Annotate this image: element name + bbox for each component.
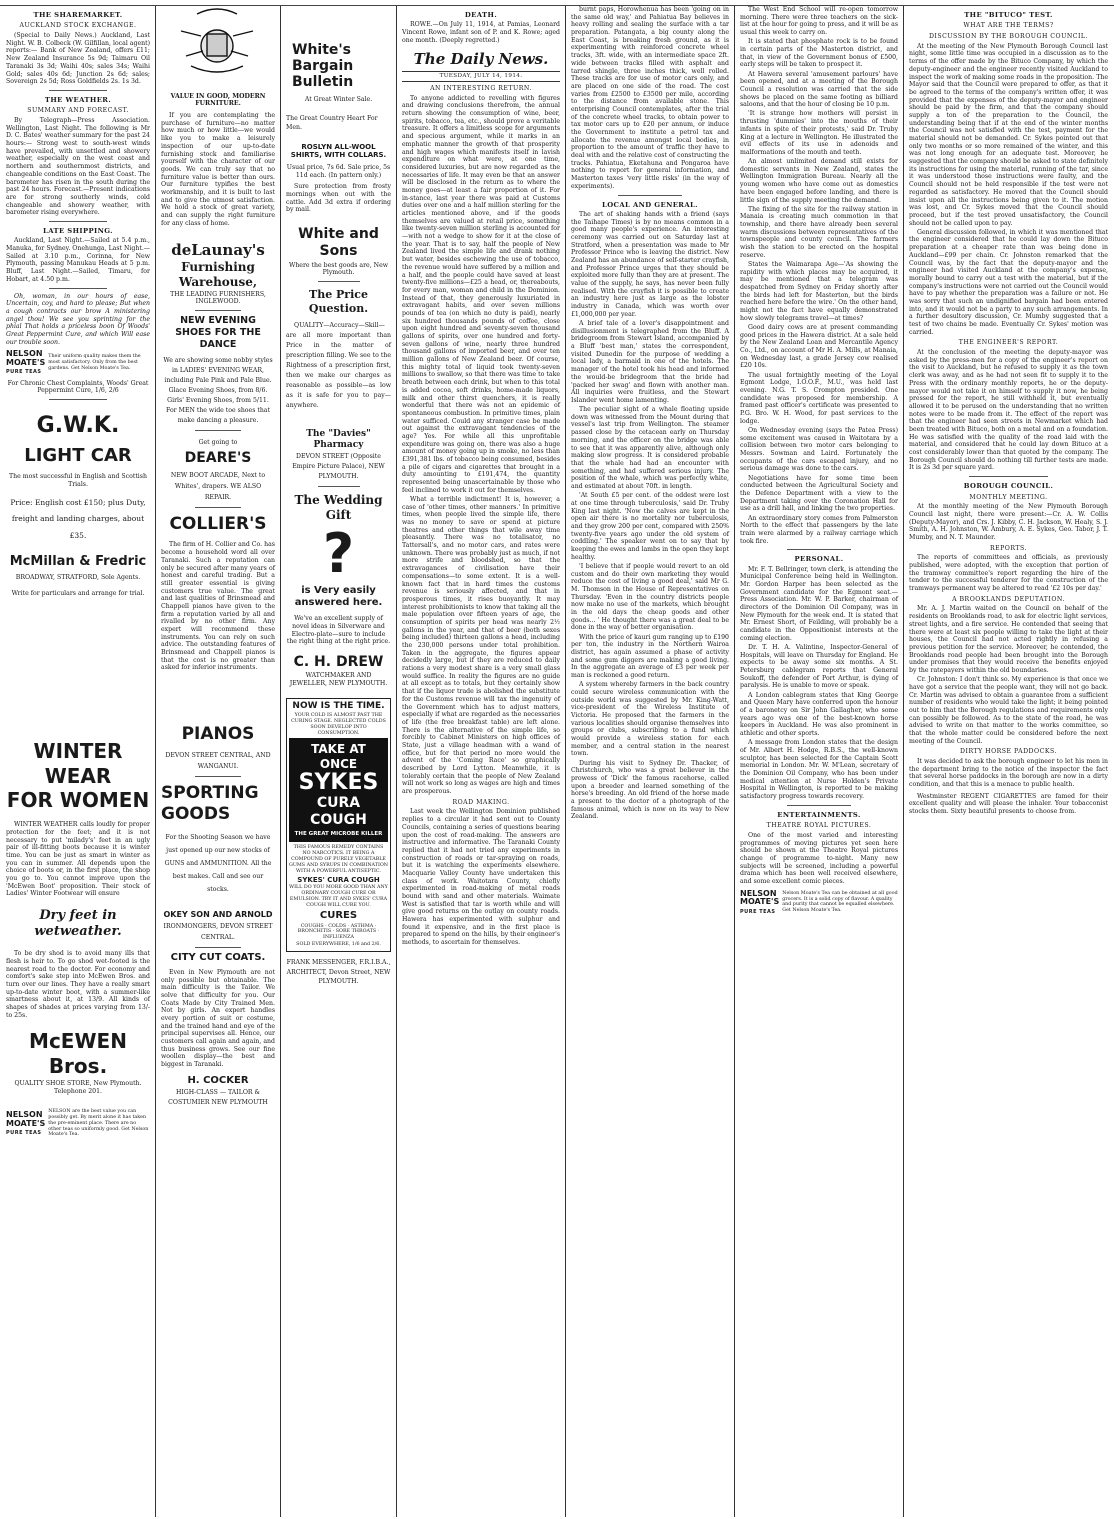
- column-rule: [903, 6, 904, 1517]
- news-item-3: 'It is strange how mothers will persist in thrusting 'dummies' into the mouths of their infants in spite of their protests,' said Dr. Truby King at a lecture in Wellington. He illustrated the evil effects of its use in adenoids and malformations of the mouth and teeth.: [740, 110, 898, 156]
- city-coats-text: Even in New Plymouth are not only possible but obtainable. The main difficulty is the Tailor. We solve that difficulty for you. Our Coats Made by City Trained Men. Not by girls. An expert handles every portion of suit or costume, and the trained hand and eye of the principal supervises all. Hence, our customers call again and again, and thus business grows. See our fine woollen display—the best and biggest in Taranaki.: [161, 968, 275, 1069]
- local-text-8: During his visit to Sydney Dr. Thacker, of Christchurch, who was a great believer in the prowess of 'Dick' the famous racehorse, called upon a breeder and learned something of the horse's breeding. An old friend of the horse made a present to the doctor of a photograph of the famous animal, which is now on its way to New Zealand.: [571, 759, 729, 821]
- column-rule: [280, 6, 281, 1517]
- pianos-title: PIANOS: [181, 723, 255, 744]
- divider: [618, 195, 681, 196]
- weather-subheading: SUMMARY AND FORECAST.: [27, 107, 129, 115]
- column-rule: [155, 6, 156, 1517]
- delaunay-info: THE LEADING FURNISHERS, INGLEWOOD.: [170, 290, 266, 306]
- return-heading: AN INTERESTING RETURN.: [430, 85, 532, 92]
- wedding-title: The Wedding Gift: [294, 492, 383, 522]
- column-rule: [734, 6, 735, 1517]
- now-time-text: YOUR COLD IS ALMOST PAST THE CURING STAGE. NEGLECTED COLDS SOON DEVELOP INTO CONSUMPTION.: [291, 712, 386, 736]
- masthead: The Daily News.: [413, 50, 549, 69]
- sporting-text: For the Shooting Season we have just opened up our new stocks of GUNS and AMMUNITION. All the best makes. Call and see our stocks.: [164, 834, 272, 894]
- bituco-subheading: WHAT ARE THE TERMS?: [963, 22, 1054, 30]
- white-sale-sub: At Great Winter Sale.: [304, 96, 373, 104]
- white-list: The Great Country Heart For Men.: [286, 114, 378, 132]
- mcmillan-address: BROADWAY, STRATFORD, Sole Agents.: [15, 574, 141, 582]
- nelson-moate-ad: [6, 350, 150, 375]
- brooklands-heading: A BROOKLANDS DEPUTATION.: [952, 595, 1065, 603]
- white-bargain-title: White's Bargain Bulletin: [292, 42, 354, 91]
- light-car-title: LIGHT CAR: [24, 445, 132, 467]
- dry-feet-text: To be dry shod is to avoid many ills that flesh is heir to. To go shod wet-footed is the nearest road to the doctor. For economy and comfort's sake step into McEwen Bros. and turn over our lines. They have a really smart up-to-date winter boot, with a summer-like smartness about it, at 13/9. All kinds of shapes of shades at prices varying from 13/- to 25s.: [6, 950, 150, 1019]
- divider: [787, 805, 850, 806]
- monthly-meeting-subheading: MONTHLY MEETING.: [969, 493, 1048, 501]
- evening-shoes-text: We are showing some nobby styles in LADIES' EVENING WEAR, including Pale Pink and Pale Blue. Glace Evening Shoes, from 8/6. Girls' Evening Shoes, from 5/11. For MEN the wide toe shoes that make dancing a pleasure.: [163, 357, 273, 424]
- car-price: Price: English cost £150; plus Duty, freight and landing charges, about £35.: [10, 497, 146, 540]
- roslyn-price: Usual price, 7s 6d. Sale price, 5s 11d each. (In pattern only.): [286, 163, 391, 179]
- roslyn-title: ROSLYN ALL-WOOL SHIRTS, WITH COLLARS.: [290, 142, 387, 160]
- davies-subtitle: DEVON STREET (Opposite Empire Picture Palace), NEW PLYMOUTH.: [292, 452, 385, 480]
- reports-text: The reports of committees and officials, as previously published, were adopted, with the exception that portion of the tramway committee's report regarding the hire of the tender to the successful tenderer for the construction of the tramways permanent way be altered to read '£2 10s per day.': [909, 554, 1108, 593]
- entertainments-heading: ENTERTAINMENTS.: [777, 810, 861, 819]
- furniture-illustration: [161, 6, 273, 88]
- sykes-cura-text: WILL DO YOU MORE GOOD THAN ANY ORDINARY COUGH CURE OR EMULSION. TRY IT AND SYKES' CURA COUGH WILL CURE YOU.: [289, 885, 388, 909]
- mcmillan-title: McMillan & Fredric: [9, 554, 147, 570]
- personal-text-4: A message from London states that the design of Mr. Albert H. Hodge, R.B.S., the well-known sculptor, has been selected for the Captain Scott memorial in London. Mr. W. M'Lean, secretary of the Dominion Oil Company, who has been under medical attention at Nurse Holden's Private Hospital in Wellington, is reported to be making satisfactory progress towards recovery.: [740, 739, 898, 801]
- okey-title: OKEY SON AND ARNOLD: [163, 910, 273, 920]
- local-text-7: A system whereby farmers in the back country could secure wireless communication with the outside world was suggested by Mr. King-Watt, vice-president of the Wireless Institute of Victoria. He proposed that the farmers in the various localities should organise themselves into groups or clubs, subscribing to a fund which would provide a wireless station for each member, and a central station in the nearest town.: [571, 681, 729, 758]
- local-text-6: With the price of kauri gum ranging up to £190 per ton, the industry in the Northern Wairoa district, has again assumed a phase of activity and some gum diggers are making a good living. In the aggregate an average of £3 per week per man is reckoned a good return.: [571, 633, 729, 679]
- death-heading: DEATH.: [464, 11, 498, 19]
- personal-text: Mr. F. T. Bellringer, town clerk, is attending the Municipal Conference being held in Wellington. Mr. Gordon Harper has been selected as the Government candidate for the Egmont seat.—Press Association. Mr. W. P. Barker, chairman of directors of the Dominion Oil Company, was in New Plymouth for the week end. It is stated that Mr. Ernest Short, of Feilding, will probably be a candidate in the Oppositionist interests at the coming election.: [740, 565, 898, 642]
- dry-feet-title: Dry feet in wetweather.: [34, 908, 122, 940]
- column-6: [736, 6, 902, 1517]
- sykes-cura-title: SYKES' CURA COUGH: [297, 875, 380, 884]
- davies-title: The "Davies" Pharmacy: [306, 428, 371, 450]
- pianos-subtitle: DEVON STREET CENTRAL, AND WANGANUI.: [165, 751, 271, 770]
- school-text: The West End School will re-open tomorrow morning. There were three teachers on the sick-list at the hour for going to press, and it will be as usual this week to carry on.: [740, 6, 898, 37]
- column-7: [905, 6, 1112, 1517]
- nelson-moate-logo: NELSON MOATE'S PURE TEAS: [6, 1110, 46, 1137]
- borough-council-heading: BOROUGH COUNCIL.: [963, 482, 1054, 491]
- messenger-ad: FRANK MESSENGER, F.R.I.B.A., ARCHITECT, Devon Street, NEW PLYMOUTH.: [286, 959, 391, 985]
- cures-list: COUGHS · COLDS · ASTHMA · BRONCHITIS · SORE THROATS · INFLUENZA: [297, 923, 380, 941]
- furniture-caption: VALUE IN GOOD, MODERN FURNITURE.: [170, 92, 266, 108]
- sykes-ad: [286, 698, 391, 953]
- news-item-6: States the Waimarapa Age—'As showing the rapidity with which places may be acquired, it may be mentioned that a telegram was despatched from Sydney on Friday shortly after the birds had left for Masterton, but the birds reached here before the wire.' On the other hand, might not the fact have equally demonstrated how slowly telegrams travel—at times?: [740, 261, 898, 322]
- nelson-moate-tagline-2: NELSON are the best value you can possibly get. By merit alone it has taken the pre-eminent place. There are no other teas so uniformly good. Get Nelson Moate's Tea.: [48, 1109, 149, 1138]
- winter-text: WINTER WEATHER calls loudly for proper protection for the feet; and it is not necessary to put 'milady's' feet in an ugly pair of ill-fitting boots because it is winter time. You can be just as smart in winter as you can in summer. All depends upon the choice of boots or, in the first place, the shop you go to. You cannot improve upon the 'McEwen Boot' proposition. Their stock of Ladies' Winter Footwear will ensure: [6, 821, 150, 898]
- column-rule: [396, 6, 397, 1517]
- delaunay-subtitle: Furnishing Warehouse,: [178, 259, 258, 289]
- regent-cigarettes-ad: Westminster REGENT CIGARETTES are famed for their excellent quality and will please the inhaler. Your tobacconist stocks them. Sixty beautiful presents to choose from.: [909, 792, 1108, 816]
- engineer-report-heading: THE ENGINEER'S REPORT.: [958, 339, 1059, 347]
- white-sons-title: White and Sons: [298, 226, 379, 260]
- cures-title: CURES: [319, 910, 358, 922]
- news-item-4: An almost unlimited demand still exists for domestic servants in New Zealand, states the Wellington Immigration Bureau. Nearly all the young women who have come out as domestics have been engaged before landing, and there is little sign of the supply meeting the demand.: [740, 158, 898, 204]
- colliers-title: COLLIER'S: [169, 514, 267, 535]
- news-item-11: An extraordinary story comes from Palmerston North to the effect that passengers by the late train were alarmed by a railway carriage which took fire.: [740, 514, 898, 545]
- wedding-answer: is Very easily answered here.: [294, 584, 383, 608]
- divider: [318, 486, 360, 487]
- nelson-moate-logo: NELSON MOATE'S PURE TEAS: [740, 888, 780, 915]
- theatre-royal-subheading: THEATRE ROYAL PICTURES.: [766, 822, 872, 830]
- issue-date: TUESDAY, JULY 14, 1914.: [402, 71, 560, 82]
- news-item-7: Good dairy cows are at present commanding good prices in the Hawera district. At a sale held by the New Zealand Loan and Mercantile Agency Co., Ltd., on account of Mr H. A. Mills, at Manaia, on Wednesday last, a grade Jersey cow realised £20 10s.: [740, 324, 898, 370]
- cocker-title: H. COCKER: [187, 1074, 249, 1086]
- news-item-1: It is stated that phosphate rock is to be found in certain parts of the Masterton district, and that, in view of the Government bonus of £500, early steps will be taken to prospect it.: [740, 38, 898, 69]
- dirty-paddocks-heading: DIRTY HORSE PADDOCKS.: [960, 748, 1057, 756]
- local-text-2: A brief tale of a lover's disappointment and disillusionment is telegraphed from the Bluff. A bridegroom from Stewart Island, accompanied by a Bluff 'best man,' states the correspondent, visited Dunedin for the purpose of wedding a local lady, a barmaid in one of the hotels. The manager of the hotel took his head and informed the would-be bridegroom that the bride had 'packed her swag' and flown with another man. All inquiries were fruitless, and the Stewart Islander went home lamenting.: [571, 320, 729, 404]
- mcmillan-write: Write for particulars and arrange for trial.: [11, 590, 145, 598]
- for-women-title: FOR WOMEN: [6, 788, 150, 813]
- brooklands-text-2: Cr. Johnston: I don't think so. My experience is that once we have got a service that the people want, they will not go back. Cr. Martin was advised to obtain a guarantee from a sufficient number of residents who would take the light; it being pointed out to him that the Borough regulations and requirements only can possibly be followed. As to the state of the road, he was advised to write on that matter to the works committee, so that the whole matter could be considered before the next meeting of the Council.: [909, 676, 1108, 745]
- bituco-text-2: General discussion followed, in which it was mentioned that the engineer considered that he could lay down the Bituco preparation at a cheaper rate than was being done in Auckland—£99 per chain. Cr. Johnston remarked that the Council was, by the fact that the deputy-mayor and the engineer had visited Auckland at the company's expense, morally bound to carry out a test with the material, but if the company's instructions were not carried out the Council would have to pay whether the preparation was a failure or not. He was sorry that such an undignified bargain had been entered into, and it would not be a party to any such arrangements. In a further desultory discussion, Cr. Mumby suggested that a test of two chains be made. Eventually Cr. Sykes' motion was carried.: [909, 228, 1108, 336]
- now-time-title: NOW IS THE TIME.: [292, 700, 385, 711]
- bituco-heading: THE "BITUCO" TEST.: [964, 11, 1053, 19]
- column-3: [282, 6, 395, 1517]
- news-item-9: On Wednesday evening (says the Patea Press) some excitement was caused in Waitotara by a collision between two motor cars belonging to Messrs. Sowman and Laird. Fortunately the occupants of the cars escaped injury, and no serious damage was done to the cars.: [740, 426, 898, 473]
- shipping-text: Auckland, Last Night.—Sailed at 5.4 p.m., Manuka, for Sydney. Onehunga, Last Night.—Sailed at 3.10 p.m., Corinna, for New Plymouth, passing Manukau Heads at 5 p.m. Bluff, Last Night.—Sailed, Timaru, for Hobart, at 4.50 p.m.: [6, 237, 150, 283]
- bituco-subheading-2: DISCUSSION BY THE BOROUGH COUNCIL.: [928, 33, 1089, 41]
- spacer: [6, 599, 150, 739]
- question-mark-icon: ?: [322, 521, 355, 585]
- column-5: [567, 6, 733, 1517]
- okey-subtitle: IRONMONGERS, DEVON STREET CENTRAL.: [163, 923, 273, 942]
- colliers-text: The firm of H. Collier and Co. has become a household word all over Taranaki. Such a reputation can only be secured after many years of honest and careful trading. But a still greater essential is giving customers true value. The great and last qualities of Brinsmead and Chappell pianos have given to the firm a reputation varied by all and rivalled by no other firm. Any expert will recommend these instruments. You can rely on such advice. The outstanding features of Brinsmead and Chappell pianos is that the cost is no greater than asked for inferior instruments.: [161, 541, 275, 672]
- cocker-subtitle: HIGH-CLASS — TAILOR & COSTUMIER NEW PLYMOUTH: [168, 1089, 268, 1107]
- divider: [195, 507, 241, 508]
- local-text-3: The peculiar sight of a whale floating upside down was witnessed from the Mount during that vessel's last trip from Wellington. The steamer passed close by the cetacean early on Thursday morning, and the officer on the bridge was able to see that it was apparently alive, although only making slow progress. It is considered probable that the whale had had an encounter with something, and had suffered serious injury. The position of the whale, which was perfectly white, and estimated at about 70ft. in length.: [571, 406, 729, 490]
- sharemarket-heading: THE SHAREMARKET.: [33, 11, 123, 19]
- bituco-text: At the meeting of the New Plymouth Borough Council last night, some little time was occupied in a discussion as to the terms of the offer made by the Bituco Company, by which the deputy-engineer and the engineer recently visited Auckland to inspect the work of making some roads in the proposition. The Mayor said that the Council were prepared to offer, as that it be agreed to the terms of the company's written offer, it was provided that the expenses of the deputy-mayor and engineer should be paid by the firm, and that the company should supply a ton of the preparation to the Council, the understanding being that if at the end of the winter months the Council was not satisfied with the test, payment for the material should not be demanded. Cr. Sykes pointed out that only two months or so more remained of the winter, and this was not long enough for an adequate test. Moreover, he suggested that the company should be asked to state definitely its instructions for using the material, running of the tar, since it was understood those instructions were faulty, and the Council should not be held responsible if the test were not regarded as satisfactory. He moved that the Council should insist upon all the instructions being given to it. The motion was lost, and Cr. Sykes moved that the Council should proceed, but if the test proved unsatisfactory, the Council should not be called upon to pay.: [909, 42, 1108, 227]
- sharemarket-text: (Special to Daily News.) Auckland, Last Night. W. B. Colbeck (W. Gilfillan, local agent) reports:— Bank of New Zealand, offers £11; New Zealand Insurance 5s 9d; Taimaru Oil Taranaki 3s 3d; Waihi 40s; sales 34s; Waihi Gold; sales 40s 6d; Junction 2s 6d; sales; Sovereign 2s 5d; Ross Goldfields 2s. 1s 3d.: [6, 32, 150, 86]
- mcewen-title: McEWEN Bros.: [29, 1029, 127, 1079]
- divider: [787, 549, 850, 550]
- dirty-paddocks-text: It was decided to ask the borough engineer to let his men in the department bring to the notice of the inspector the fact that several horse paddocks in the borough are now in a dirty condition, and that this is a menace to public health.: [909, 758, 1108, 789]
- stock-exchange-subheading: AUCKLAND STOCK EXCHANGE.: [19, 22, 137, 30]
- nelson-moate-ad-3: [740, 890, 898, 915]
- column-2: [157, 6, 279, 1517]
- wedding-text: We've an excellent supply of novel ideas in Silverware and Electro-plate—sure to include the right thing at the right price.: [286, 615, 391, 646]
- evening-shoes-title: NEW EVENING SHOES FOR THE DANCE: [175, 315, 261, 350]
- divider: [318, 281, 360, 282]
- divider: [49, 399, 107, 400]
- divider: [195, 430, 241, 431]
- white-sons-subtitle: Where the best goods are, New Plymouth.: [288, 261, 389, 277]
- deare-pre: Get going to: [198, 438, 238, 446]
- divider: [195, 310, 241, 311]
- sporting-title: SPORTING GOODS: [161, 783, 259, 825]
- weather-text: By Telegraph—Press Association. Wellington, Last Night. The following is Mr D. C. Bates' weather summary for the past 24 hours:— Strong west to south-west winds have prevailed, with unsettled and showery weather, especially on the west coast and northern and southernmost districts, and changeable conditions on the East Coast. The barometer has risen in the south during the past 24 hours. Forecast.—Present indications are for strong southerly winds, cold changeable and showery weather, with barometer rising everywhere.: [6, 117, 150, 217]
- news-item-10: Negotiations have for some time been conducted between the Agricultural Society and the Defence Department with a view to the Department taking over the Coronation Hall for use as a drill hall, and linking the two properties.: [740, 474, 898, 513]
- entertainments-text: One of the most varied and interesting programmes of moving pictures yet seen here should be shown at the Theatre Royal pictures change of programme to-night. Many new subjects will be screened, including a powerful drama which has been well received elsewhere, and some excellent comic pieces.: [740, 831, 898, 886]
- death-text: ROWE.—On July 11, 1914, at Pamias, Leonard Vincent Rowe, infant son of P. and K. Rowe; aged one month. (Deeply regretted.): [402, 21, 560, 44]
- gwk-title: G.W.K.: [36, 412, 120, 438]
- roslyn-text: Sure protection from frosty mornings when out with the cattle. Add 3d extra if ordering by mail.: [286, 183, 391, 214]
- reports-heading: REPORTS.: [989, 544, 1028, 552]
- cures-sold: SOLD EVERYWHERE, 1/6 and 2/6.: [296, 942, 381, 948]
- divider: [49, 288, 107, 289]
- sykes-remedy: THIS FAMOUS REMEDY CONTAINS NO NARCOTICS. IT BEING A COMPOUND OF PURELY VEGETABLE GUMS AND SYRUPS IN COMBINATION WITH A POWERFUL ANTISEPTIC.: [289, 845, 388, 874]
- nelson-moate-logo: NELSON MOATE'S PURE TEAS: [6, 349, 46, 376]
- local-general-heading: LOCAL AND GENERAL.: [602, 200, 698, 209]
- local-text: The art of shaking hands with a friend (says the Taihape Times) is by no means common in a good many people's experience. An interesting ceremony was carried out on Saturday last at Stratford, when a presentation was made to Mr Professor Prince who is leaving the district. New Zealand has an abundance of self-starter crayfish, and Professor Prince urges that they should be exploited more fully than they are at present. The value of the supply, he says, has never been fully realised. With the crayfish it is possible to create an industry here just as large as the lobster industry in Canada, which was worth over £1,000,000 per year.: [571, 210, 729, 318]
- return-text: To anyone addicted to revelling with figures and drawing conclusions therefrom, the annual return showing the consumption of wine, beer, spirits, tobacco, tea, etc., should prove a veritable treasure. It offers a limitless scope for arguments and specious argument, while it marks in an emphatic manner the growth of that prosperity and high wages which manifests itself in lavish expenditure on what were, at one time, considered luxuries, but are now regarded as the necessaries of life. It may even be that an answer will be disclosed in the return as to where the money goes—at least a fair proportion of it. For in-stance, last year there was paid at Customs duties over one and a half million sterling for the articles mentioned above, and if the goods themselves are valued at retail price, something like twenty-seven million sterling is accounted for—with not a wedge to show for it at the close of the year. That is to say, half the people of New Zealand lived the simple life and drank nothing but water, besides eschewing the use of tobacco, the revenue would have suffered by a million and a half, and the people could have saved at least twenty-five millions—£25 a head, or, thereabouts, for every man, woman and child in the Dominion. Instead of that, they generously luxuriated in extravagant habits, and over seven millions pounds of tea (on which no duty is paid), nearly six hundred thousands pounds of coffee, close upon eight hundred and seventy-seven thousand gallons of spirits, over one hundred and forty-seven gallons of wine, nearly three hundred thousand gallons of imported beer, and over ten million gallons of New Zealand beer. Of course, this mighty total of liquid took twenty-seven millions to swallow, so that there was time to take breath between each drink, but when to this total is added cocoa, soft drinks, home-made liquors, milk and other thirst quenchers, it is really wonderful that there was not an epidemic of spontaneous combustion. In primitive times, plain water sufficed. Could any stranger case be made out against the extravagant tendencies of the age? Yes. For while all this unprofitable expenditure was going on, there was also a huge amount of money going up in smoke, no less than £391,381 lbs. of tobacco being consumed, besides a pile of cigars and cigarettes that brought in a duty amounting to £191,474, the quantity represented being unascertainable by those who feel inclined to work it out for themselves.: [402, 94, 560, 494]
- divider: [195, 947, 241, 948]
- delaunay-title: deLaunay's: [171, 241, 265, 260]
- city-coats-title: CITY CUT COATS.: [170, 952, 266, 964]
- shipping-heading: LATE SHIPPING.: [43, 226, 113, 235]
- drew-subtitle: WATCHMAKER AND JEWELLER, NEW PLYMOUTH.: [289, 672, 388, 688]
- engineer-report-text: At the conclusion of the meeting the deputy-mayor was asked by the press-men for a copy of the engineer's report on the visit to Auckland, but he refused to supply it as the town clerk was away, and as he had not seen fit to supply it to the Press with the ordinary monthly reports, he or the deputy-mayor would not take it on himself to supply it now, he being pressed for the report, he still withheld it, but eventually allowed it to be perused on the understanding that no written notes were to be made from it. The effect of the report was that the engineer had seen streets in Newmarket which had been treated with Bituco, both on a metal and on a foundation. He was satisfied with the quality of the road laid with the material, and considered that he could lay down Bituco at a cost considerably lower than that quoted by the company. The Borough Council should do nothing till further tests are made. It is 2s 3d per square yard.: [909, 349, 1108, 472]
- car-text: The most successful in English and Scottish Trials.: [9, 473, 147, 489]
- local-text-4: 'At South £5 per cent. of the oddest were lost at one time through tuberculosis,' said Dr. Truby King last night. 'Now the calves are kept in the open air there is no mortality nor tuberculosis, and they grow 200 per cent, compared with 250% twenty-five years ago under the old system of coddling.' The speaker went on to say that by keeping the ewes and lambs in the open they kept healthy.: [571, 492, 729, 561]
- nelson-moate-tagline: Their uniform quality makes them the most satisfactory. Only from the best gardens. Get Nelson Moate's Tea.: [48, 354, 141, 371]
- return-text-2: What a terrible indictment! It is, however, a case of 'other times, other manners.' In primitive times, when people lived the simple life, there was no money to save or spend at picture theatres and other things that wile away time pleasantly. There was no totalisator, no Tattersall's, and no motor cars, and rates were unknown. There was probably just as much, if not more strife and bloodshed, so that the extravagances of civilisation have their compensations—to some extent. It is a well-known fact that in hard times the customs revenue is seriously affected, and that in prosperous times, it rises buoyantly. It may interest prohibitionists to know that taking all the male population over fifteen years of age, the consumption of spirits per head was nearly 2½ gallons in the year, and that of beer (both sexes being included) thirteen gallons a head, including the 230,000 persons under total prohibition. Taken in the aggregate, the figures appear decidedly large, but if they are reduced to daily rations a very modest share is a very small glass would suffice. In reality the figures are no guide at all except as to totals, but they certainly show that if the liquor trade is abolished the substitute for the Customs revenue will tax the ingenuity of the Government which has to adjust matters, especially if what are regarded as the necessaries of life (the free breakfast table) are left alone. There is the alternative of the simple life, so forcibly to Cabinet Ministers on high offices of State, just a village headman with a wand of office, but for that period no more would the advent of the 'Coming Race' so graphically described by Lord Lytton. Meanwhile, it is tolerably certain that the people of New Zealand will not work so long as wages are high and times are prosperous.: [402, 495, 560, 796]
- drew-title: C. H. DREW: [293, 654, 384, 671]
- divider: [195, 776, 241, 777]
- nelson-moate-ad-2: [6, 1109, 150, 1138]
- price-question-title: The Price Question.: [308, 288, 369, 315]
- column-rule: [565, 6, 566, 1517]
- weather-heading: THE WEATHER.: [44, 95, 112, 104]
- cough-poem: Oh, woman, in our hours of ease, Uncertain, coy, and hard to please; But when a cough contracts our brow A ministering angel thou! We see you sprinting for the phial That holds a priceless boon Of Woods' Great Peppermint Cure, and which Will ease our trouble soon.: [6, 292, 150, 346]
- deare-title: DEARE'S: [184, 449, 252, 466]
- mcewen-subtitle: QUALITY SHOE STORE, New Plymouth. Telephone 201.: [14, 1080, 142, 1095]
- news-item-2: At Hawera several 'amusement parlours' have been opened, and at a meeting of the Borough Council a resolution was carried that the side shows be placed on the same footing as billiard saloons, and that the hour of closing be 10 p.m.: [740, 70, 898, 109]
- road-text-continued: burnt paps, Horowhenua has been 'going on in the same old way,' and Pahiatua Bay believes in heavy rolling and sealing the surface with a tar preparation. Patangata, a big county along the East Coast, is breaking fresh ground, as it is experimenting with reinforced concrete wheel tracks, 3ft. wide, with an intermediate space 2ft. wide between tracks filled with asphalt and tarred shingle, three inches thick, well rolled. These tracks are for use of motor cars only, and are placed on one side of the road. The cost varies from £2500 to £3500 per mile, according to the distance from available stone. This enterprising Council contemplates, after the trial of the concrete wheel tracks, to obtain power to tax motor cars up to £20 per annum, or induce the Government to institute a petrol tax and allocate the revenue amongst local bodies, in proportion to the amount of traffic they have to deal with and the relative cost of constructing the tracks. Pahiatua, Eketahuna and Pongaroa have nothing to report for general information, and Masterton taxes 'very little risks' (in the way of experiments).: [571, 6, 729, 190]
- divider: [969, 476, 1049, 477]
- nelson-moate-tagline-3: Nelson Moate's Tea can be obtained at all good grocers. It is a solid copy of flavour. A quality and purity that cannot be equalled elsewhere. Get Nelson Moate's Tea.: [782, 890, 898, 914]
- personal-text-2: Dr. T. H. A. Valintine, Inspector-General of Hospitals, will leave on Thursday for England. He expects to be away some six months. A St. Petersburg cablegram reports that General Soukoff, the defender of Port Arthur, is dying of paralysis. He is unable to move or speak.: [740, 644, 898, 690]
- winter-wear-title: WINTER WEAR: [33, 738, 123, 788]
- sykes-banner: TAKE AT ONCE SYKES CURA COUGH THE GREAT MICROBE KILLER: [289, 738, 388, 842]
- chronic-chest-ad: For Chronic Chest Complaints, Woods' Great Peppermint Cure, 1/6, 2/6: [7, 379, 149, 395]
- price-question-text: QUALITY—Accuracy—Skill—are all more important than Price in the matter of prescription filling. We see to the Rightness of a prescription first, then we make our charges as reasonable as possible—as low as it is safe for you to pay—anywhere.: [286, 322, 391, 409]
- personal-text-3: A London cablegram states that King George and Queen Mary have conferred upon the honour of a baronetcy on Sir John Gallagher, who some years ago was one of the best-known horse keepers in Auckland. He was also prominent in athletic and other sports.: [740, 691, 898, 738]
- divider: [49, 90, 107, 91]
- news-item-5: The fixing of the site for the railway station in Manaia is creating much commotion in that township, and there have already been several warm discussions between representatives of the townspeople and county council. The farmers wish the station to be erected on the hospital reserve.: [740, 205, 898, 259]
- column-4: [398, 6, 564, 1517]
- brooklands-text: Mr. A. J. Martin waited on the Council on behalf of the residents on Brooklands road, to ask for electric light services, street lights, and a fire service. He contended that seeing that there were at least six people willing to take the light at their houses, the Council had not acted rightly in refusing a previous petition for the service. Moreover, he contended, the Brooklands road people had been brought into the Borough under promises that they would receive the benefits enjoyed by the ratepayers within the old boundaries.: [909, 605, 1108, 674]
- spacer: [161, 674, 275, 724]
- personal-heading: PERSONAL.: [794, 555, 844, 564]
- road-text: Last week the Wellington Dominion published replies to a circular it had sent out to County Councils, containing a series of questions bearing upon the cost of road-making. The answers are instructive and informative. The Taranaki County replied that it had not tried any experiments in construction of roads or tar-spraying on roads, but it is watching the experiments elsewhere. Macquarie Valley County have undertaken this class of work. Waitotara County, chiefly experimented in road-making of metal roads bound with sand and other materials. Waimate West is satisfied that tar is worth while and will give good returns on the outlay on county roads. Hawera has experimented with sulphur and found it expensive, and in the first place is prepared to spend on the hills, by their engineer's methods, to ascertain for themselves.: [402, 808, 560, 947]
- council-text: At the monthly meeting of the New Plymouth Borough Council last night, there were present:—Cr. A. W. Collis (Deputy-Mayor), and Crs. J. Kibby, C. H. Jackson, W. Healy, S. J. Smith, A. H. Johnston, W. Ambury, A. E. Sykes, Geo. Tabor, J. T. Mumby, and N. T. Maunder.: [909, 503, 1108, 541]
- divider: [49, 221, 107, 222]
- deare-subtitle: NEW BOOT ARCADE, Next to Whites', drapers. WE ALSO REPAIR.: [170, 471, 266, 502]
- furniture-text: If you are contemplating the purchase of furniture—no matter how much or how little—we would like you to make a leisurely inspection of our up-to-date furnishing stock and familiarise yourself with the character of our goods. We can truly say that no furniture value is better than ours. Our furniture typifies the best workmanship, and it is built to last and to give the utmost satisfaction. We hold a stock of great variety, and can supply the right furniture for any class of home.: [161, 112, 275, 227]
- column-1: [2, 6, 154, 1517]
- local-text-5: 'I believe that if people would revert to an old custom and do their own marketing they would reduce the cost of living a good deal,' said Mr G. M. Thomson in the House of Representatives on Thursday. 'Even in the country districts people now make no use of the markets, which brought in the old days the cheap goods and other goods... ' He thought there was a great deal to be done in the way of better organisation.: [571, 562, 729, 632]
- news-item-8: The usual fortnightly meeting of the Loyal Egmont Lodge, I.O.O.F., M.U., was held last evening. N.G. T. S. Crompton presided. One candidate was proposed for membership. A framed past officer's certificate was presented to P.G. Bro. W. H. Wood, for past services to the lodge.: [740, 371, 898, 425]
- road-heading: ROAD MAKING.: [452, 798, 510, 806]
